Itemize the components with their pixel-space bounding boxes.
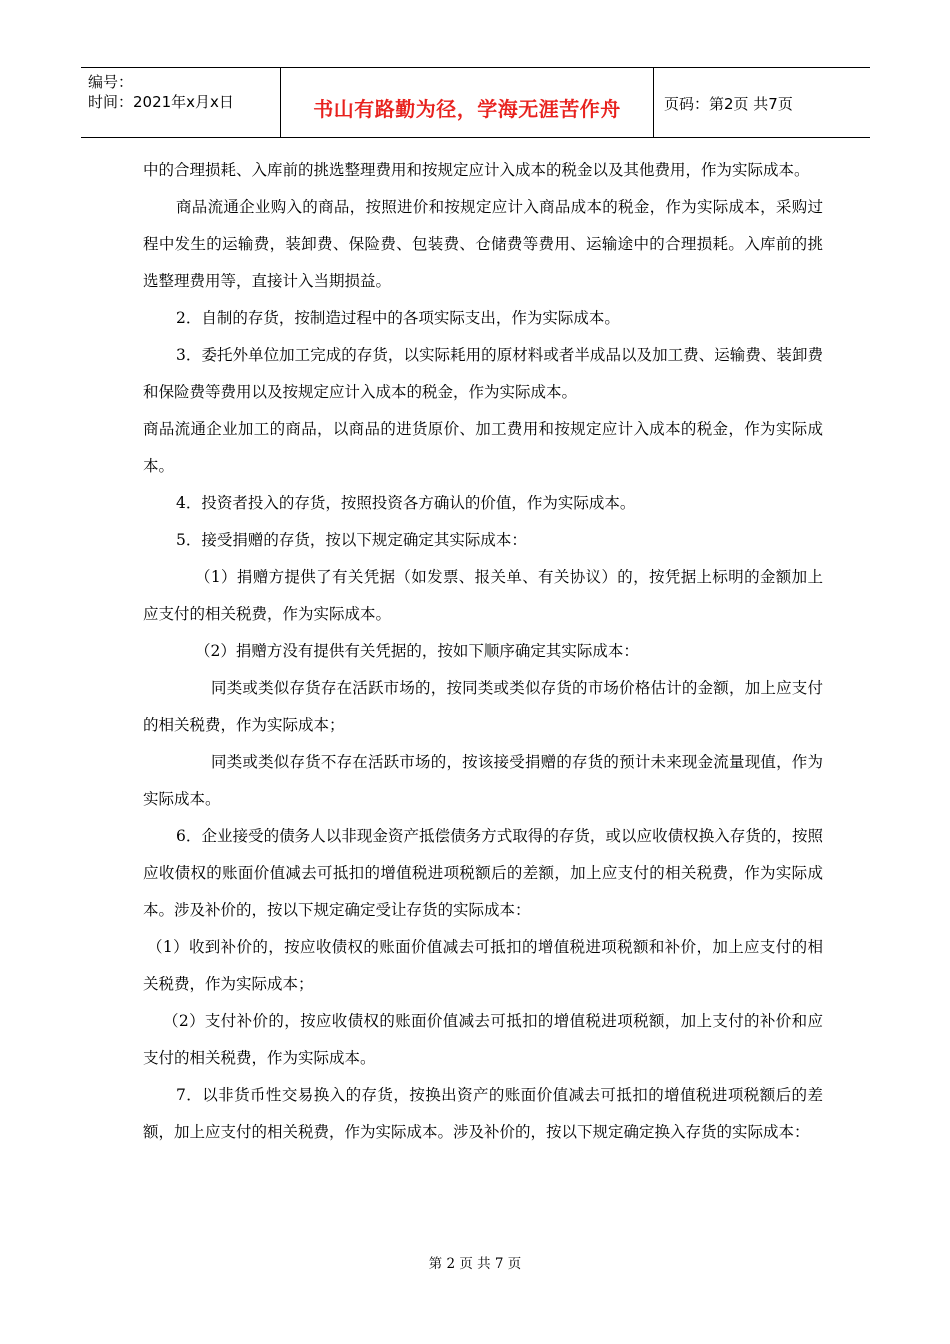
paragraph: （1）收到补价的，按应收债权的账面价值减去可抵扣的增值税进项税额和补价，加上应支付的相关税费，作为实际成本； (143, 938, 823, 993)
paragraph: 同类或类似存货存在活跃市场的，按同类或类似存货的市场价格估计的金额，加上应支付的相关税费，作为实际成本； (143, 679, 823, 734)
paragraph: 2．自制的存货，按制造过程中的各项实际支出，作为实际成本。 (176, 309, 620, 327)
document-body (143, 152, 823, 1151)
document-date: 时间：2021年x月x日 (88, 93, 234, 111)
paragraph: 商品流通企业购入的商品，按照进价和按规定应计入商品成本的税金，作为实际成本，采购过程中发生的运输费，装卸费、保险费、包装费、仓储费等费用、运输途中的合理损耗。入库前的挑选整理费用等，直接计入当期损益。 (143, 198, 823, 290)
paragraph: 3．委托外单位加工完成的存货，以实际耗用的原材料或者半成品以及加工费、运输费、装卸费和保险费等费用以及按规定应计入成本的税金，作为实际成本。 (143, 346, 823, 401)
paragraph: （2）支付补价的，按应收债权的账面价值减去可抵扣的增值税进项税额，加上支付的补价和应支付的相关税费，作为实际成本。 (143, 1012, 823, 1067)
document-number-label: 编号： (88, 73, 134, 91)
paragraph: 4．投资者投入的存货，按照投资各方确认的价值，作为实际成本。 (176, 494, 636, 512)
paragraph: 5．接受捐赠的存货，按以下规定确定其实际成本： (176, 531, 527, 549)
paragraph: 中的合理损耗、入库前的挑选整理费用和按规定应计入成本的税金以及其他费用，作为实际成本。 (143, 161, 810, 179)
header-page-cell (654, 68, 870, 137)
paragraph: 同类或类似存货不存在活跃市场的，按该接受捐赠的存货的预计未来现金流量现值，作为实际成本。 (143, 753, 823, 808)
paragraph: 6．企业接受的债务人以非现金资产抵偿债务方式取得的存货，或以应收债权换入存货的，按照应收债权的账面价值减去可抵扣的增值税进项税额后的差额，加上应支付的相关税费，作为实际成本。涉及补价的，按以下规定确定受让存货的实际成本： (143, 827, 823, 919)
page-header (81, 67, 870, 138)
paragraph: （2）捐赠方没有提供有关凭据的，按如下顺序确定其实际成本： (195, 642, 639, 660)
header-page-code: 页码：第2页 共7页 (664, 95, 793, 113)
page-footer: 第 2 页 共 7 页 (428, 1256, 522, 1272)
paragraph: 7．以非货币性交易换入的存货，按换出资产的账面价值减去可抵扣的增值税进项税额后的差额，加上应支付的相关税费，作为实际成本。涉及补价的，按以下规定确定换入存货的实际成本： (143, 1086, 823, 1141)
paragraph: 商品流通企业加工的商品，以商品的进货原价、加工费用和按规定应计入成本的税金，作为实际成本。 (143, 420, 823, 475)
paragraph: （1）捐赠方提供了有关凭据（如发票、报关单、有关协议）的，按凭据上标明的金额加上应支付的相关税费，作为实际成本。 (143, 568, 823, 623)
motto-text: 书山有路勤为径，学海无涯苦作舟 (313, 97, 621, 121)
header-info-cell (81, 68, 281, 137)
header-motto-cell (281, 68, 654, 137)
